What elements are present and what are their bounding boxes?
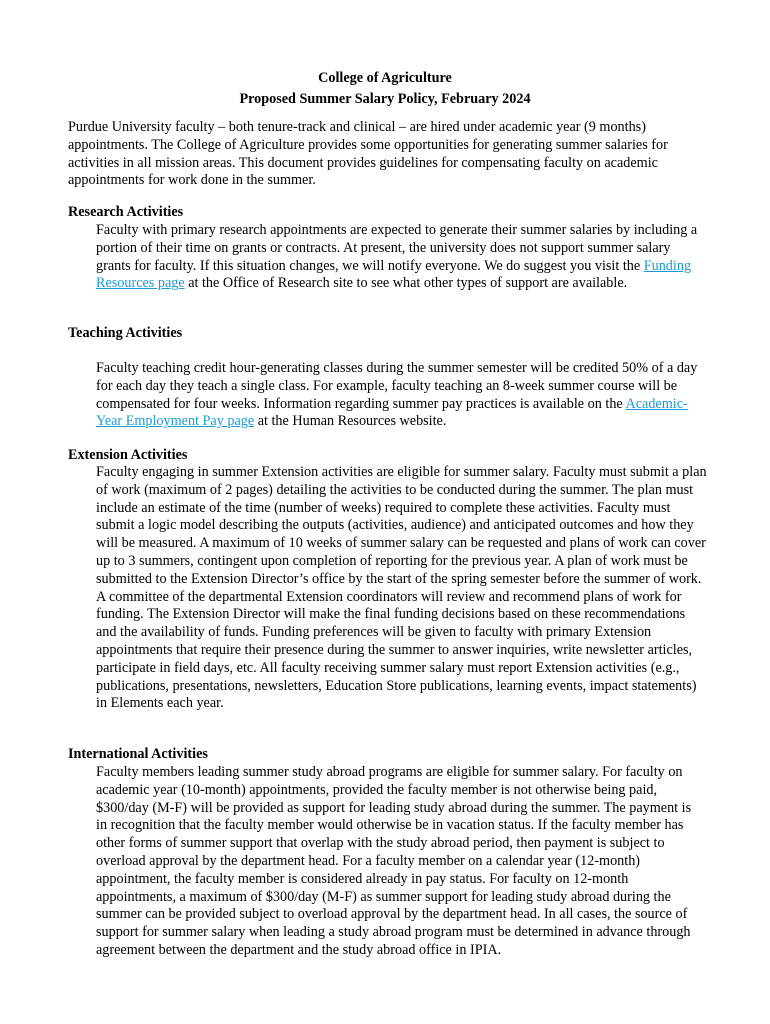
international-paragraph: Faculty members leading summer study abroad programs are eligible for summer salary. For faculty on academic year (10-month) appointments, provided the faculty member is not otherwise being paid, $300/day (M-F) will be provided as support for leading study abroad during the summer. The payment is in recognition that the faculty member would otherwise be in vacation status. If the faculty member has other forms of summer support that overlap with the study abroad period, then payment is subject to overload approval by the department head. For a faculty member on a calendar year (12-month) appointment, the faculty member is considered already in pay status. For faculty on 12-month appointments, a maximum of $300/day (M-F) as summer support for leading study abroad during the summer can be provided subject to overload approval by the department head. In all cases, the source of support for summer salary when leading a study abroad program must be determined in advance through agreement between the department and the study abroad office in IPIA.	[96, 764, 692, 958]
intro-paragraph: Purdue University faculty – both tenure-track and clinical – are hired under academic year (9 months) appointments. The College of Agriculture provides some opportunities for generating summer salaries for activities in all mission areas. This document provides guidelines for compensating faculty on academic appointments for work done in the summer.	[68, 119, 668, 189]
teaching-heading: Teaching Activities	[68, 325, 183, 341]
teaching-text-after-link: at the Human Resources website.	[254, 413, 447, 430]
international-heading: International Activities	[68, 746, 208, 762]
research-heading: Research Activities	[68, 204, 184, 220]
research-paragraph	[96, 222, 708, 293]
research-text-after-link: at the Office of Research site to see what other types of support are available.	[184, 275, 628, 292]
research-text-before-link: Faculty with primary research appointments are expected to generate their summer salaries by including a portion of their time on grants or contracts. At present, the university does not support summer salary grants for faculty. If this situation changes, we will notify everyone. We do suggest you visit the	[96, 222, 698, 274]
extension-heading: Extension Activities	[68, 447, 188, 463]
college-title: College of Agriculture	[318, 70, 452, 86]
extension-paragraph: Faculty engaging in summer Extension activities are eligible for summer salary. Faculty must submit a plan of work (maximum of 2 pages) detailing the activities to be conducted during the summer. The plan must include an estimate of the time (number of weeks) required to complete these activities. Faculty must submit a logic model describing the outputs (activities, audience) and anticipated outcomes and how they will be measured. A maximum of 10 weeks of summer salary can be requested and plans of work can cover up to 3 summers, contingent upon completion of reporting for the previous year. A plan of work must be submitted to the Extension Director’s office by the start of the spring semester before the summer of work. A committee of the departmental Extension coordinators will review and recommend plans of work for funding. The Extension Director will make the final funding decisions based on these recommendations and the availability of funds. Funding preferences will be given to faculty with primary Extension appointments that require their presence during the summer to answer inquiries, write newsletter articles, participate in field days, etc. All faculty receiving summer salary must report Extension activities (e.g., publications, presentations, newsletters, Education Store publications, learning events, impact statements) in Elements each year.	[96, 464, 707, 712]
teaching-text-before-link: Faculty teaching credit hour-generating classes during the summer semester will be credited 50% of a day for each day they teach a single class. For example, faculty teaching an 8-week summer course will be compensated for four weeks. Information regarding summer pay practices is available on the	[96, 360, 698, 412]
funding-resources-link[interactable]: Funding Resources page	[96, 257, 692, 292]
employment-pay-link[interactable]: Academic-Year Employment Pay page	[96, 395, 688, 430]
policy-title: Proposed Summer Salary Policy, February 2024	[239, 91, 531, 107]
teaching-paragraph	[96, 360, 708, 431]
